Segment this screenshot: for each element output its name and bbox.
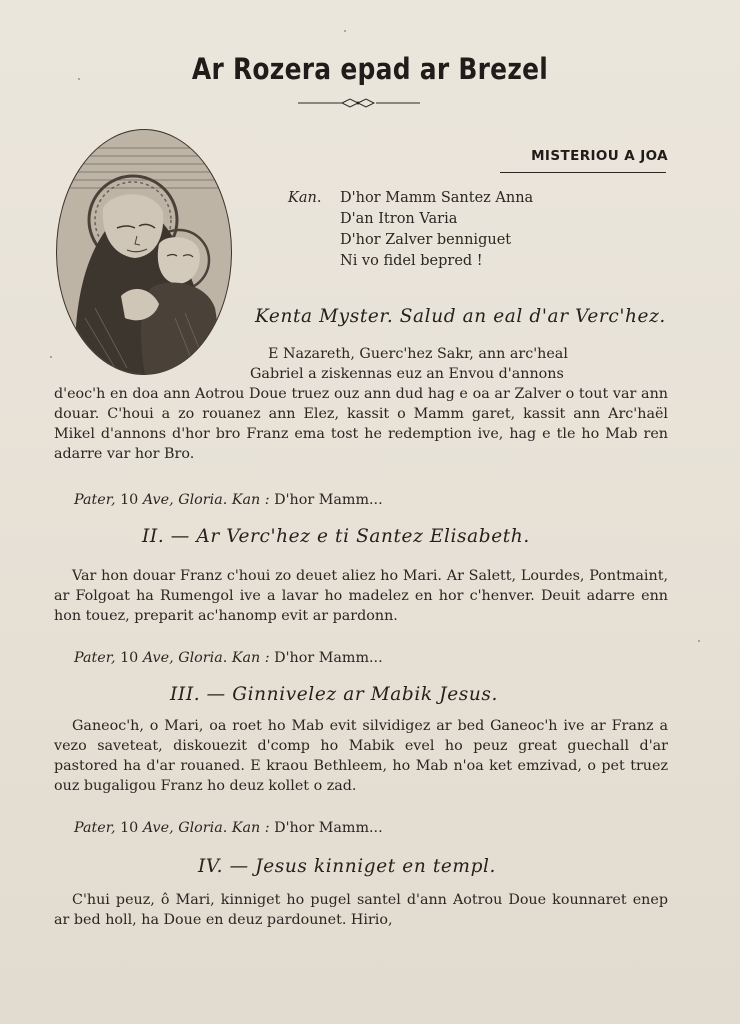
mystery-3-text: Ganeoc'h, o Mari, oa roet ho Mab evit silvidigez ar bed Ganeoc'h ive ar Franz a vezo saveteat, diskouezit d'comp ho Mabik evel ho peuz great guechall d'ar pastored ha d'ar rouaned. E kraou Bethleem, ho Mab n'oa ket emzivad, o pet truez ouz bugaligou Franz ho deuz kollet o zad.	[54, 718, 668, 794]
ornament-divider-icon	[298, 96, 420, 110]
hymn-line: D'an Itron Varia	[340, 211, 458, 227]
paper-speck	[698, 640, 700, 642]
mystery-2-title: II. — Ar Verc'hez e ti Santez Elisabeth.	[142, 526, 530, 547]
hymn-line: D'hor Zalver benniguet	[340, 232, 512, 248]
madonna-and-child-portrait-icon	[55, 128, 233, 376]
mystery-4-text: C'hui peuz, ô Mari, kinniget ho pugel santel d'ann Aotrou Doue kounnaret enep ar bed holl, ha Doue en deuz pardounet. Hirio,	[54, 892, 668, 928]
hymn-line: Ni vo fidel bepred !	[340, 253, 483, 269]
pater-line: Pater, 10 Ave, Gloria. Kan : D'hor Mamm...	[74, 492, 383, 508]
hymn-line: D'hor Mamm Santez Anna	[340, 190, 534, 206]
mystery-1-line: Gabriel a ziskennas euz an Envou d'annons	[250, 366, 564, 382]
paper-speck	[50, 356, 52, 358]
page-title: Ar Rozera epad ar Brezel	[191, 52, 549, 86]
paper-speck	[344, 30, 346, 32]
mystery-1-text: d'eoc'h en doa ann Aotrou Doue truez ouz ann dud hag e oa ar Zalver o tout var ann douar. C'houi a zo rouanez ann Elez, kassit o Mamm garet, kassit ann Arc'haël Mikel d'annons d'hor bro Franz ema tost he redemption ive, hag e tle ho Mab ren adarre var hor Bro.	[54, 386, 668, 462]
section-rule	[500, 172, 666, 173]
pater-line: Pater, 10 Ave, Gloria. Kan : D'hor Mamm...	[74, 650, 383, 666]
paper-speck	[78, 78, 80, 80]
mystery-2-text: Var hon douar Franz c'houi zo deuet aliez ho Mari. Ar Salett, Lourdes, Pontmaint, ar Folgoat ha Rumengol ive a lavar ho madelez en hor c'henver. Deuit adarre enn hon touez, preparit ac'hanomp evit ar pardonn.	[54, 568, 668, 624]
mystery-1-line: E Nazareth, Guerc'hez Sakr, ann arc'heal	[268, 346, 568, 362]
mystery-1-title: Kenta Myster. Salud an eal d'ar Verc'hez.	[255, 306, 666, 327]
mystery-3-title: III. — Ginnivelez ar Mabik Jesus.	[170, 684, 498, 705]
hymn-refrain	[288, 188, 533, 272]
mystery-1-text-intro	[250, 344, 668, 384]
hymn-kan-label: Kan.	[288, 190, 322, 206]
pater-line: Pater, 10 Ave, Gloria. Kan : D'hor Mamm...	[74, 820, 383, 836]
mystery-4-title: IV. — Jesus kinniget en templ.	[198, 856, 497, 877]
section-heading: MISTERIOU A JOA	[531, 148, 668, 164]
